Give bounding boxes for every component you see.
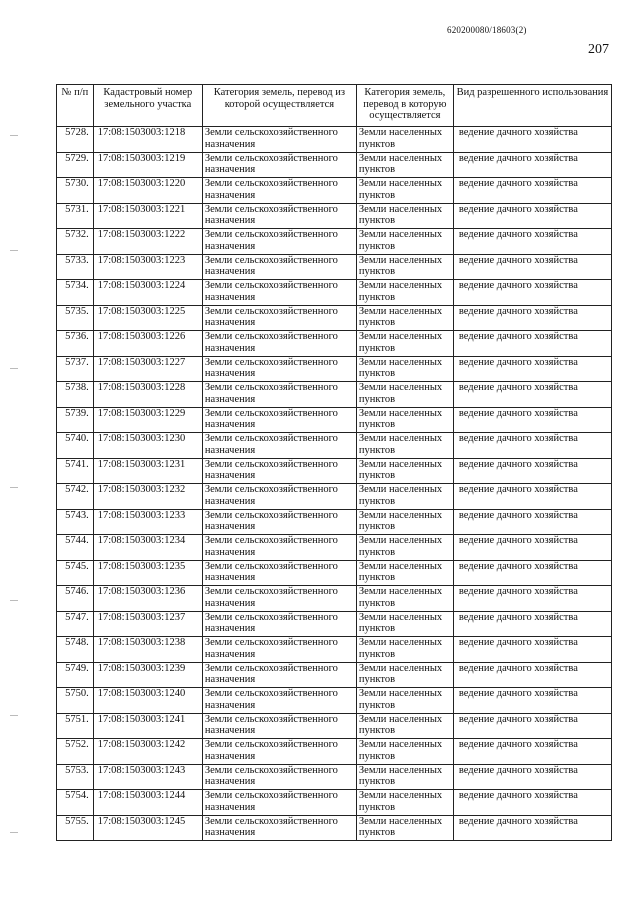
category-from: Земли сельскохозяйственного назначения <box>202 127 356 153</box>
cadastral-number: 17:08:1503003:1241 <box>93 713 202 739</box>
category-from: Земли сельскохозяйственного назначения <box>202 254 356 280</box>
permitted-use: ведение дачного хозяйства <box>453 815 611 841</box>
table-row <box>57 637 612 663</box>
category-to: Земли населенных пунктов <box>356 637 453 663</box>
cadastral-number: 17:08:1503003:1229 <box>93 407 202 433</box>
category-from: Земли сельскохозяйственного назначения <box>202 433 356 459</box>
column-header-category-from: Категория земель, перевод из которой осуществляется <box>202 85 356 127</box>
category-from: Земли сельскохозяйственного назначения <box>202 356 356 382</box>
category-from: Земли сельскохозяйственного назначения <box>202 586 356 612</box>
category-to: Земли населенных пунктов <box>356 305 453 331</box>
category-from: Земли сельскохозяйственного назначения <box>202 713 356 739</box>
table-row <box>57 535 612 561</box>
category-to: Земли населенных пунктов <box>356 739 453 765</box>
row-number: 5749. <box>57 662 94 688</box>
table-row <box>57 229 612 255</box>
permitted-use: ведение дачного хозяйства <box>453 458 611 484</box>
table-row <box>57 356 612 382</box>
table-row <box>57 764 612 790</box>
category-from: Земли сельскохозяйственного назначения <box>202 790 356 816</box>
category-to: Земли населенных пунктов <box>356 586 453 612</box>
table-row <box>57 586 612 612</box>
cadastral-number: 17:08:1503003:1239 <box>93 662 202 688</box>
permitted-use: ведение дачного хозяйства <box>453 356 611 382</box>
category-to: Земли населенных пунктов <box>356 611 453 637</box>
row-number: 5743. <box>57 509 94 535</box>
permitted-use: ведение дачного хозяйства <box>453 662 611 688</box>
table-row <box>57 560 612 586</box>
cadastral-number: 17:08:1503003:1223 <box>93 254 202 280</box>
cadastral-number: 17:08:1503003:1219 <box>93 152 202 178</box>
table-header-row <box>57 85 612 127</box>
table-row <box>57 152 612 178</box>
category-to: Земли населенных пунктов <box>356 433 453 459</box>
table-row <box>57 305 612 331</box>
table-row <box>57 662 612 688</box>
row-number: 5751. <box>57 713 94 739</box>
permitted-use: ведение дачного хозяйства <box>453 407 611 433</box>
row-number: 5732. <box>57 229 94 255</box>
permitted-use: ведение дачного хозяйства <box>453 688 611 714</box>
row-number: 5733. <box>57 254 94 280</box>
permitted-use: ведение дачного хозяйства <box>453 127 611 153</box>
row-number: 5734. <box>57 280 94 306</box>
row-number: 5742. <box>57 484 94 510</box>
cadastral-number: 17:08:1503003:1225 <box>93 305 202 331</box>
cadastral-number: 17:08:1503003:1220 <box>93 178 202 204</box>
category-to: Земли населенных пунктов <box>356 509 453 535</box>
permitted-use: ведение дачного хозяйства <box>453 229 611 255</box>
category-from: Земли сельскохозяйственного назначения <box>202 407 356 433</box>
category-from: Земли сельскохозяйственного назначения <box>202 305 356 331</box>
category-from: Земли сельскохозяйственного назначения <box>202 688 356 714</box>
permitted-use: ведение дачного хозяйства <box>453 764 611 790</box>
row-number: 5746. <box>57 586 94 612</box>
category-from: Земли сельскохозяйственного назначения <box>202 484 356 510</box>
category-from: Земли сельскохозяйственного назначения <box>202 509 356 535</box>
category-to: Земли населенных пунктов <box>356 229 453 255</box>
table-row <box>57 280 612 306</box>
permitted-use: ведение дачного хозяйства <box>453 484 611 510</box>
row-number: 5736. <box>57 331 94 357</box>
category-to: Земли населенных пунктов <box>356 356 453 382</box>
category-to: Земли населенных пунктов <box>356 331 453 357</box>
row-number: 5735. <box>57 305 94 331</box>
row-number: 5747. <box>57 611 94 637</box>
row-number: 5730. <box>57 178 94 204</box>
category-from: Земли сельскохозяйственного назначения <box>202 611 356 637</box>
category-to: Земли населенных пунктов <box>356 764 453 790</box>
table-row <box>57 739 612 765</box>
permitted-use: ведение дачного хозяйства <box>453 152 611 178</box>
row-number: 5752. <box>57 739 94 765</box>
row-number: 5745. <box>57 560 94 586</box>
category-to: Земли населенных пунктов <box>356 713 453 739</box>
permitted-use: ведение дачного хозяйства <box>453 433 611 459</box>
table-row <box>57 407 612 433</box>
table-row <box>57 127 612 153</box>
category-from: Земли сельскохозяйственного назначения <box>202 178 356 204</box>
cadastral-number: 17:08:1503003:1228 <box>93 382 202 408</box>
cadastral-number: 17:08:1503003:1245 <box>93 815 202 841</box>
row-number: 5754. <box>57 790 94 816</box>
cadastral-number: 17:08:1503003:1236 <box>93 586 202 612</box>
category-to: Земли населенных пунктов <box>356 178 453 204</box>
cadastral-number: 17:08:1503003:1232 <box>93 484 202 510</box>
scan-margin-marks <box>0 0 30 905</box>
row-number: 5753. <box>57 764 94 790</box>
category-from: Земли сельскохозяйственного назначения <box>202 637 356 663</box>
category-to: Земли населенных пунктов <box>356 203 453 229</box>
permitted-use: ведение дачного хозяйства <box>453 637 611 663</box>
category-from: Земли сельскохозяйственного назначения <box>202 382 356 408</box>
column-header-number: № п/п <box>57 85 94 127</box>
category-to: Земли населенных пунктов <box>356 790 453 816</box>
cadastral-number: 17:08:1503003:1237 <box>93 611 202 637</box>
table-row <box>57 203 612 229</box>
table-row <box>57 713 612 739</box>
table-row <box>57 484 612 510</box>
permitted-use: ведение дачного хозяйства <box>453 382 611 408</box>
cadastral-number: 17:08:1503003:1242 <box>93 739 202 765</box>
cadastral-number: 17:08:1503003:1218 <box>93 127 202 153</box>
permitted-use: ведение дачного хозяйства <box>453 713 611 739</box>
row-number: 5744. <box>57 535 94 561</box>
category-to: Земли населенных пунктов <box>356 662 453 688</box>
category-to: Земли населенных пунктов <box>356 815 453 841</box>
category-from: Земли сельскохозяйственного назначения <box>202 458 356 484</box>
cadastral-number: 17:08:1503003:1234 <box>93 535 202 561</box>
column-header-category-to: Категория земель, перевод в которую осуществляется <box>356 85 453 127</box>
category-from: Земли сельскохозяйственного назначения <box>202 560 356 586</box>
category-to: Земли населенных пунктов <box>356 152 453 178</box>
cadastral-number: 17:08:1503003:1240 <box>93 688 202 714</box>
row-number: 5750. <box>57 688 94 714</box>
permitted-use: ведение дачного хозяйства <box>453 178 611 204</box>
land-parcels-table <box>56 84 612 841</box>
category-to: Земли населенных пунктов <box>356 254 453 280</box>
document-id: 620200080/18603(2) <box>447 25 527 35</box>
cadastral-number: 17:08:1503003:1224 <box>93 280 202 306</box>
permitted-use: ведение дачного хозяйства <box>453 790 611 816</box>
row-number: 5731. <box>57 203 94 229</box>
category-from: Земли сельскохозяйственного назначения <box>202 764 356 790</box>
table-row <box>57 790 612 816</box>
category-to: Земли населенных пунктов <box>356 484 453 510</box>
category-to: Земли населенных пунктов <box>356 280 453 306</box>
table-row <box>57 178 612 204</box>
cadastral-number: 17:08:1503003:1222 <box>93 229 202 255</box>
table-row <box>57 815 612 841</box>
cadastral-number: 17:08:1503003:1231 <box>93 458 202 484</box>
row-number: 5748. <box>57 637 94 663</box>
table-row <box>57 331 612 357</box>
category-from: Земли сельскохозяйственного назначения <box>202 203 356 229</box>
category-to: Земли населенных пунктов <box>356 560 453 586</box>
table-row <box>57 509 612 535</box>
permitted-use: ведение дачного хозяйства <box>453 254 611 280</box>
permitted-use: ведение дачного хозяйства <box>453 586 611 612</box>
cadastral-number: 17:08:1503003:1227 <box>93 356 202 382</box>
column-header-cadastral: Кадастровый номер земельного участка <box>93 85 202 127</box>
permitted-use: ведение дачного хозяйства <box>453 535 611 561</box>
cadastral-number: 17:08:1503003:1235 <box>93 560 202 586</box>
permitted-use: ведение дачного хозяйства <box>453 509 611 535</box>
category-from: Земли сельскохозяйственного назначения <box>202 229 356 255</box>
permitted-use: ведение дачного хозяйства <box>453 280 611 306</box>
category-to: Земли населенных пунктов <box>356 535 453 561</box>
category-from: Земли сельскохозяйственного назначения <box>202 152 356 178</box>
category-from: Земли сельскохозяйственного назначения <box>202 739 356 765</box>
category-from: Земли сельскохозяйственного назначения <box>202 280 356 306</box>
table-row <box>57 254 612 280</box>
table-row <box>57 458 612 484</box>
permitted-use: ведение дачного хозяйства <box>453 611 611 637</box>
category-from: Земли сельскохозяйственного назначения <box>202 662 356 688</box>
row-number: 5737. <box>57 356 94 382</box>
cadastral-number: 17:08:1503003:1238 <box>93 637 202 663</box>
category-from: Земли сельскохозяйственного назначения <box>202 815 356 841</box>
row-number: 5738. <box>57 382 94 408</box>
table-row <box>57 433 612 459</box>
category-from: Земли сельскохозяйственного назначения <box>202 535 356 561</box>
row-number: 5739. <box>57 407 94 433</box>
permitted-use: ведение дачного хозяйства <box>453 305 611 331</box>
permitted-use: ведение дачного хозяйства <box>453 560 611 586</box>
permitted-use: ведение дачного хозяйства <box>453 739 611 765</box>
row-number: 5729. <box>57 152 94 178</box>
page-number: 207 <box>588 42 609 57</box>
category-to: Земли населенных пунктов <box>356 127 453 153</box>
category-to: Земли населенных пунктов <box>356 382 453 408</box>
cadastral-number: 17:08:1503003:1226 <box>93 331 202 357</box>
row-number: 5755. <box>57 815 94 841</box>
row-number: 5741. <box>57 458 94 484</box>
category-from: Земли сельскохозяйственного назначения <box>202 331 356 357</box>
row-number: 5728. <box>57 127 94 153</box>
cadastral-number: 17:08:1503003:1243 <box>93 764 202 790</box>
category-to: Земли населенных пунктов <box>356 688 453 714</box>
permitted-use: ведение дачного хозяйства <box>453 203 611 229</box>
permitted-use: ведение дачного хозяйства <box>453 331 611 357</box>
table-row <box>57 382 612 408</box>
cadastral-number: 17:08:1503003:1244 <box>93 790 202 816</box>
cadastral-number: 17:08:1503003:1230 <box>93 433 202 459</box>
table-row <box>57 688 612 714</box>
column-header-permitted-use: Вид разрешенного использования <box>453 85 611 127</box>
category-to: Земли населенных пунктов <box>356 458 453 484</box>
table-row <box>57 611 612 637</box>
cadastral-number: 17:08:1503003:1221 <box>93 203 202 229</box>
category-to: Земли населенных пунктов <box>356 407 453 433</box>
cadastral-number: 17:08:1503003:1233 <box>93 509 202 535</box>
row-number: 5740. <box>57 433 94 459</box>
